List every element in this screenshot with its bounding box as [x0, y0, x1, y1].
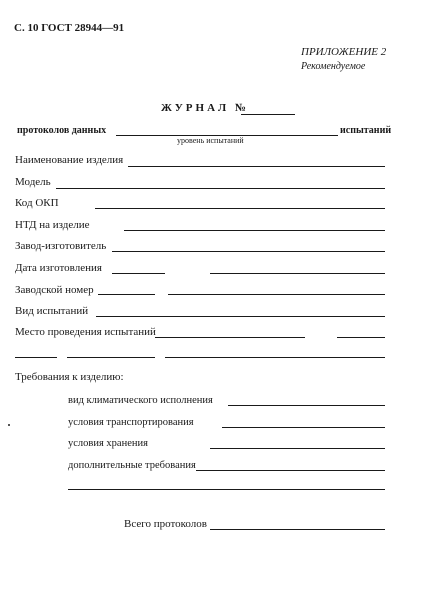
transport-line[interactable]: [222, 427, 385, 428]
additional-continuation-line[interactable]: [68, 489, 385, 490]
ntd-label: НТД на изделие: [15, 219, 90, 231]
manufacturer-label: Завод-изготовитель: [15, 240, 107, 252]
climatic-label: вид климатического исполнения: [68, 395, 213, 406]
appendix-note: Рекомендуемое: [301, 61, 366, 72]
okp-code-line[interactable]: [95, 208, 385, 209]
serial-number-label: Заводской номер: [15, 284, 94, 296]
test-place-label: Место проведения испытаний: [15, 326, 156, 338]
storage-line[interactable]: [210, 448, 385, 449]
transport-label: условия транспортирования: [68, 417, 194, 428]
product-name-line[interactable]: [128, 166, 385, 167]
serial-number-line-2[interactable]: [168, 294, 385, 295]
manufacture-date-label: Дата изготовления: [15, 262, 102, 274]
protocols-prefix: протоколов данных: [17, 125, 107, 136]
climatic-line[interactable]: [228, 405, 385, 406]
total-protocols-label: Всего протоколов: [124, 518, 207, 530]
test-place-line-2[interactable]: [337, 337, 385, 338]
storage-label: условия хранения: [68, 438, 148, 449]
model-label: Модель: [15, 176, 51, 188]
page-reference: С. 10 ГОСТ 28944—91: [14, 22, 125, 34]
test-level-caption: уровень испытаний: [177, 136, 244, 145]
test-type-line[interactable]: [96, 316, 385, 317]
journal-number-line[interactable]: [241, 114, 295, 115]
ntd-line[interactable]: [124, 230, 385, 231]
test-type-label: Вид испытаний: [15, 305, 89, 317]
test-place-continuation-1[interactable]: [15, 357, 57, 358]
test-place-continuation-2[interactable]: [67, 357, 155, 358]
product-name-label: Наименование изделия: [15, 154, 124, 166]
test-place-line-1[interactable]: [155, 337, 305, 338]
manufacture-date-line-1[interactable]: [112, 273, 165, 274]
protocols-suffix: испытаний: [340, 125, 392, 136]
margin-mark: [8, 424, 10, 426]
test-place-continuation-3[interactable]: [165, 357, 385, 358]
appendix-title: ПРИЛОЖЕНИЕ 2: [301, 46, 387, 58]
model-line[interactable]: [56, 188, 385, 189]
journal-title: ЖУРНАЛ №: [161, 102, 250, 114]
total-protocols-line[interactable]: [210, 529, 385, 530]
serial-number-line-1[interactable]: [98, 294, 155, 295]
manufacturer-line[interactable]: [112, 251, 385, 252]
okp-code-label: Код ОКП: [15, 197, 59, 209]
additional-label: дополнительные требования: [68, 460, 196, 471]
additional-line[interactable]: [196, 470, 385, 471]
manufacture-date-line-2[interactable]: [210, 273, 385, 274]
requirements-heading: Требования к изделию:: [15, 371, 124, 383]
